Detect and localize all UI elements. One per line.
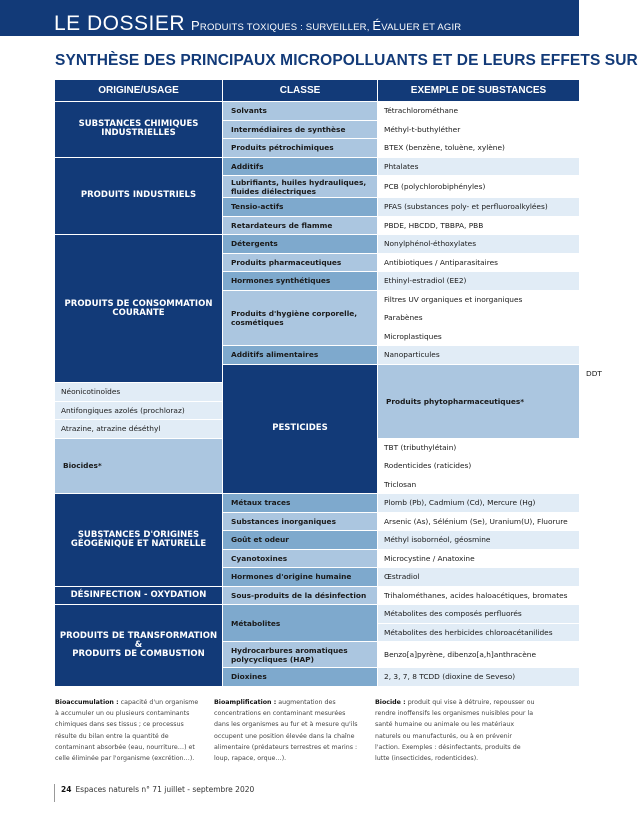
- origin-cell: PESTICIDES: [223, 364, 378, 494]
- subtitle-part: VALUER ET AGIR: [381, 22, 462, 33]
- substance-cell: BTEX (benzène, toluène, xylène): [378, 139, 580, 158]
- table-row: [55, 494, 580, 513]
- classe-cell: Goût et odeur: [223, 531, 378, 550]
- table-row: [55, 157, 580, 176]
- subtitle-part: RODUITS TOXIQUES : SURVEILLER,: [199, 22, 373, 33]
- substance-cell: Ethinyl-estradiol (EE2): [378, 272, 580, 291]
- definition-term: Biocide :: [375, 699, 406, 706]
- substance-cell: Microcystine / Anatoxine: [378, 549, 580, 568]
- classe-cell: Détergents: [223, 235, 378, 254]
- substance-cell: Phtalates: [378, 157, 580, 176]
- definition-text: produit qui vise à détruire, repousser ou rendre inoffensifs les organismes nuisibles pour la santé humaine ou animale ou les matériaux naturels ou manufacturés, ou à en prévenir l'action. Exemples : désinfectants, produits de lutte (insecticides, rodenticides).: [375, 699, 535, 763]
- header-exemple: EXEMPLE DE SUBSTANCES: [378, 80, 580, 102]
- substance-cell: Triclosan: [378, 475, 580, 494]
- classe-cell: Lubrifiants, huiles hydrauliques, fluides diélectriques: [223, 176, 378, 198]
- classe-cell: Cyanotoxines: [223, 549, 378, 568]
- origin-cell: SUBSTANCES CHIMIQUES INDUSTRIELLES: [55, 102, 223, 158]
- substance-cell: Atrazine, atrazine déséthyl: [55, 420, 223, 439]
- classe-cell: Hormones synthétiques: [223, 272, 378, 291]
- substance-cell: Parabènes: [378, 309, 580, 328]
- substance-cell: 2, 3, 7, 8 TCDD (dioxine de Seveso): [378, 668, 580, 687]
- substance-cell: Microplastiques: [378, 327, 580, 346]
- substance-cell: Plomb (Pb), Cadmium (Cd), Mercure (Hg): [378, 494, 580, 513]
- substance-cell: PCB (polychlorobiphényles): [378, 176, 580, 198]
- section-banner: [0, 0, 579, 36]
- origin-cell: DÉSINFECTION - OXYDATION: [55, 586, 223, 605]
- classe-cell: Métabolites: [223, 605, 378, 642]
- classe-cell: Substances inorganiques: [223, 512, 378, 531]
- substance-cell: Benzo[a]pyrène, dibenzo[a,h]anthracène: [378, 642, 580, 668]
- classe-cell: Additifs: [223, 157, 378, 176]
- substance-cell: Œstradiol: [378, 568, 580, 587]
- table-row: [55, 605, 580, 624]
- table-row: PESTICIDES Produits phytopharmaceutiques* DDT: [55, 364, 580, 383]
- classe-cell: Produits pharmaceutiques: [223, 253, 378, 272]
- substance-cell: Méthyl isobornéol, géosmine: [378, 531, 580, 550]
- page-footer: [54, 784, 254, 802]
- classe-cell: Tensio-actifs: [223, 198, 378, 217]
- classe-cell: Produits phytopharmaceutiques*: [378, 364, 580, 438]
- substance-cell: Rodenticides (raticides): [378, 457, 580, 476]
- origin-cell: SUBSTANCES D'ORIGINES GÉOGÉNIQUE ET NATURELLE: [55, 494, 223, 587]
- substance-cell: Nonylphénol-éthoxylates: [378, 235, 580, 254]
- definition-term: Bioaccumulation :: [55, 699, 119, 706]
- definition-bioamplification: [214, 697, 362, 764]
- substance-cell: TBT (tributhylétain): [378, 438, 580, 457]
- classe-cell: Métaux traces: [223, 494, 378, 513]
- substance-cell: Métabolites des composés perfluorés: [378, 605, 580, 624]
- origin-cell: PRODUITS DE TRANSFORMATION & PRODUITS DE COMBUSTION: [55, 605, 223, 687]
- header-classe: CLASSE: [223, 80, 378, 102]
- definition-term: Bioamplification :: [214, 699, 277, 706]
- header-origine: ORIGINE/USAGE: [55, 80, 223, 102]
- subtitle-part: P: [191, 18, 200, 33]
- subtitle-part: É: [372, 18, 382, 33]
- table-row: [55, 586, 580, 605]
- classe-cell: Sous-produits de la désinfection: [223, 586, 378, 605]
- substance-cell: Méthyl-t-buthyléther: [378, 120, 580, 139]
- classe-cell: Additifs alimentaires: [223, 346, 378, 365]
- table-header-row: [55, 80, 580, 102]
- substance-cell: Arsenic (As), Sélénium (Se), Uranium(U), Fluorure: [378, 512, 580, 531]
- origin-cell: PRODUITS INDUSTRIELS: [55, 157, 223, 235]
- substance-cell: Nanoparticules: [378, 346, 580, 365]
- substance-cell: Antibiotiques / Antiparasitaires: [378, 253, 580, 272]
- definition-biocide: [375, 697, 535, 764]
- classe-cell: Retardateurs de flamme: [223, 216, 378, 235]
- definition-text: augmentation des concentrations en contaminant mesurées dans les organismes au fur et à mesure qu'ils occupent une position élevée dans la chaîne alimentaire (prédateurs terrestres et marins : loup, rapace, orque…).: [214, 699, 358, 763]
- classe-cell: Dioxines: [223, 668, 378, 687]
- substance-cell: Tétrachlorométhane: [378, 102, 580, 121]
- micropollutants-table: [54, 79, 602, 687]
- substance-cell: Métabolites des herbicides chloroacétanilides: [378, 623, 580, 642]
- classe-cell: Produits d'hygiène corporelle, cosmétiques: [223, 290, 378, 346]
- substance-cell: Filtres UV organiques et inorganiques: [378, 290, 580, 309]
- table-row: [55, 102, 580, 121]
- classe-cell: Hydrocarbures aromatiques polycycliques (HAP): [223, 642, 378, 668]
- banner-text: [54, 13, 461, 39]
- substance-cell: PBDE, HBCDD, TBBPA, PBB: [378, 216, 580, 235]
- classe-cell: Intermédiaires de synthèse: [223, 120, 378, 139]
- definition-bioaccumulation: [55, 697, 203, 764]
- classe-cell: Hormones d'origine humaine: [223, 568, 378, 587]
- classe-cell: Produits pétrochimiques: [223, 139, 378, 158]
- origin-cell: PRODUITS DE CONSOMMATION COURANTE: [55, 235, 223, 383]
- substance-cell: Trihalométhanes, acides haloacétiques, bromates: [378, 586, 580, 605]
- definition-text: capacité d'un organisme à accumuler un ou plusieurs contaminants chimiques dans ses tissus ; ce processus résulte du bilan entre la quantité de contaminant absorbée (eau, nourriture…) et celle éliminée par l'organisme (excrétion…).: [55, 699, 199, 763]
- table-row: [55, 235, 580, 254]
- substance-cell: Antifongiques azolés (prochloraz): [55, 401, 223, 420]
- page-number: 24: [61, 785, 72, 794]
- substance-cell: PFAS (substances poly- et perfluoroalkylées): [378, 198, 580, 217]
- classe-cell: Biocides*: [55, 438, 223, 494]
- classe-cell: Solvants: [223, 102, 378, 121]
- publication-info: Espaces naturels n° 71 juillet - septembre 2020: [75, 785, 255, 794]
- section-subtitle: [191, 18, 462, 33]
- section-label: LE DOSSIER: [54, 12, 186, 35]
- table-title: SYNTHÈSE DES PRINCIPAUX MICROPOLLUANTS ET DE LEURS EFFETS SUR: [55, 52, 638, 69]
- substance-cell: Néonicotinoïdes: [55, 383, 223, 402]
